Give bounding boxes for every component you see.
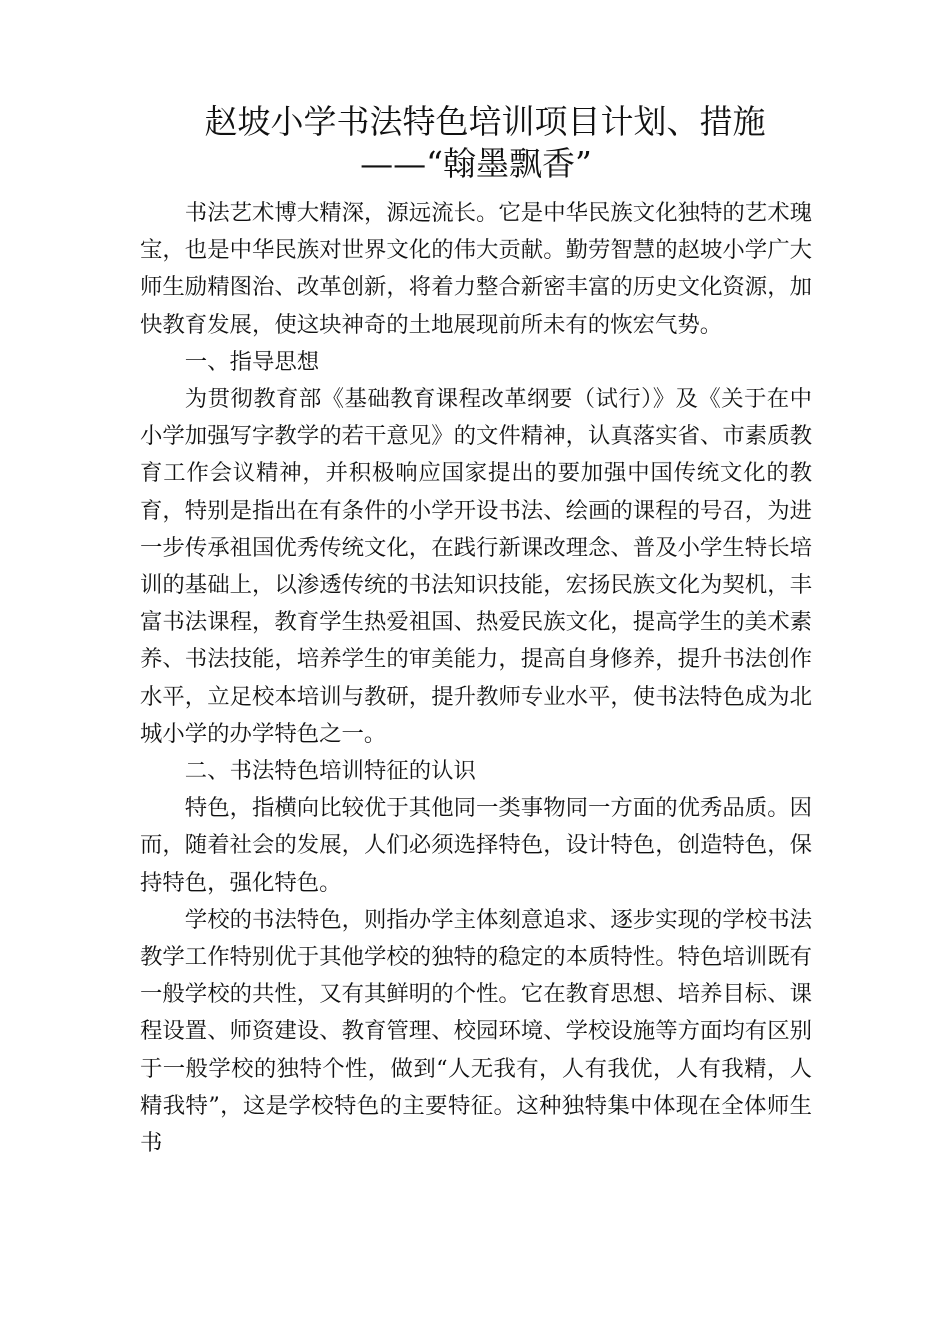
guiding-ideology-paragraph: 为贯彻教育部《基础教育课程改革纲要（试行）》及《关于在中小学加强写字教学的若干意见》的文件精神，认真落实省、市素质教育工作会议精神，并积极响应国家提出的要加强中国传统文化的教育，特别是指出在有条件的小学开设书法、绘画的课程的号召，为进一步传承祖国优秀传统文化，在践行新课改理念、普及小学生特长培训的基础上，以渗透传统的书法知识技能，宏扬民族文化为契机，丰富书法课程，教育学生热爱祖国、热爱民族文化，提高学生的美术素养、书法技能，培养学生的审美能力，提高自身修养，提升书法创作水平，立足校本培训与教研，提升教师专业水平，使书法特色成为北城小学的办学特色之一。 (140, 386, 812, 747)
intro-paragraph: 书法艺术博大精深，源远流长。它是中华民族文化独特的艺术瑰宝，也是中华民族对世界文化的伟大贡献。勤劳智慧的赵坡小学广大师生励精图治、改革创新，将着力整合新密丰富的历史文化资源，加快教育发展，使这块神奇的土地展现前所未有的恢宏气势。 (140, 200, 812, 338)
section-heading-guiding-ideology: 一、指导思想 (184, 348, 320, 375)
document-subtitle: ——“翰墨飘香” (360, 144, 592, 183)
document-body (140, 195, 812, 1162)
section-heading-characteristics: 二、书法特色培训特征的认识 (184, 758, 476, 785)
characteristics-paragraph-2: 学校的书法特色，则指办学主体刻意追求、逐步实现的学校书法教学工作特别优于其他学校的独特的稳定的本质特性。特色培训既有一般学校的共性，又有其鲜明的个性。它在教育思想、培养目标、课程设置、师资建设、教育管理、校园环境、学校设施等方面均有区别于一般学校的独特个性，做到“人无我有，人有我优，人有我精，人精我特”，这是学校特色的主要特征。这种独特集中体现在全体师生书 (140, 906, 812, 1157)
document-title: 赵坡小学书法特色培训项目计划、措施 (204, 102, 766, 141)
characteristics-paragraph-1: 特色，指横向比较优于其他同一类事物同一方面的优秀品质。因而，随着社会的发展，人们必须选择特色，设计特色，创造特色，保持特色，强化特色。 (140, 795, 812, 896)
